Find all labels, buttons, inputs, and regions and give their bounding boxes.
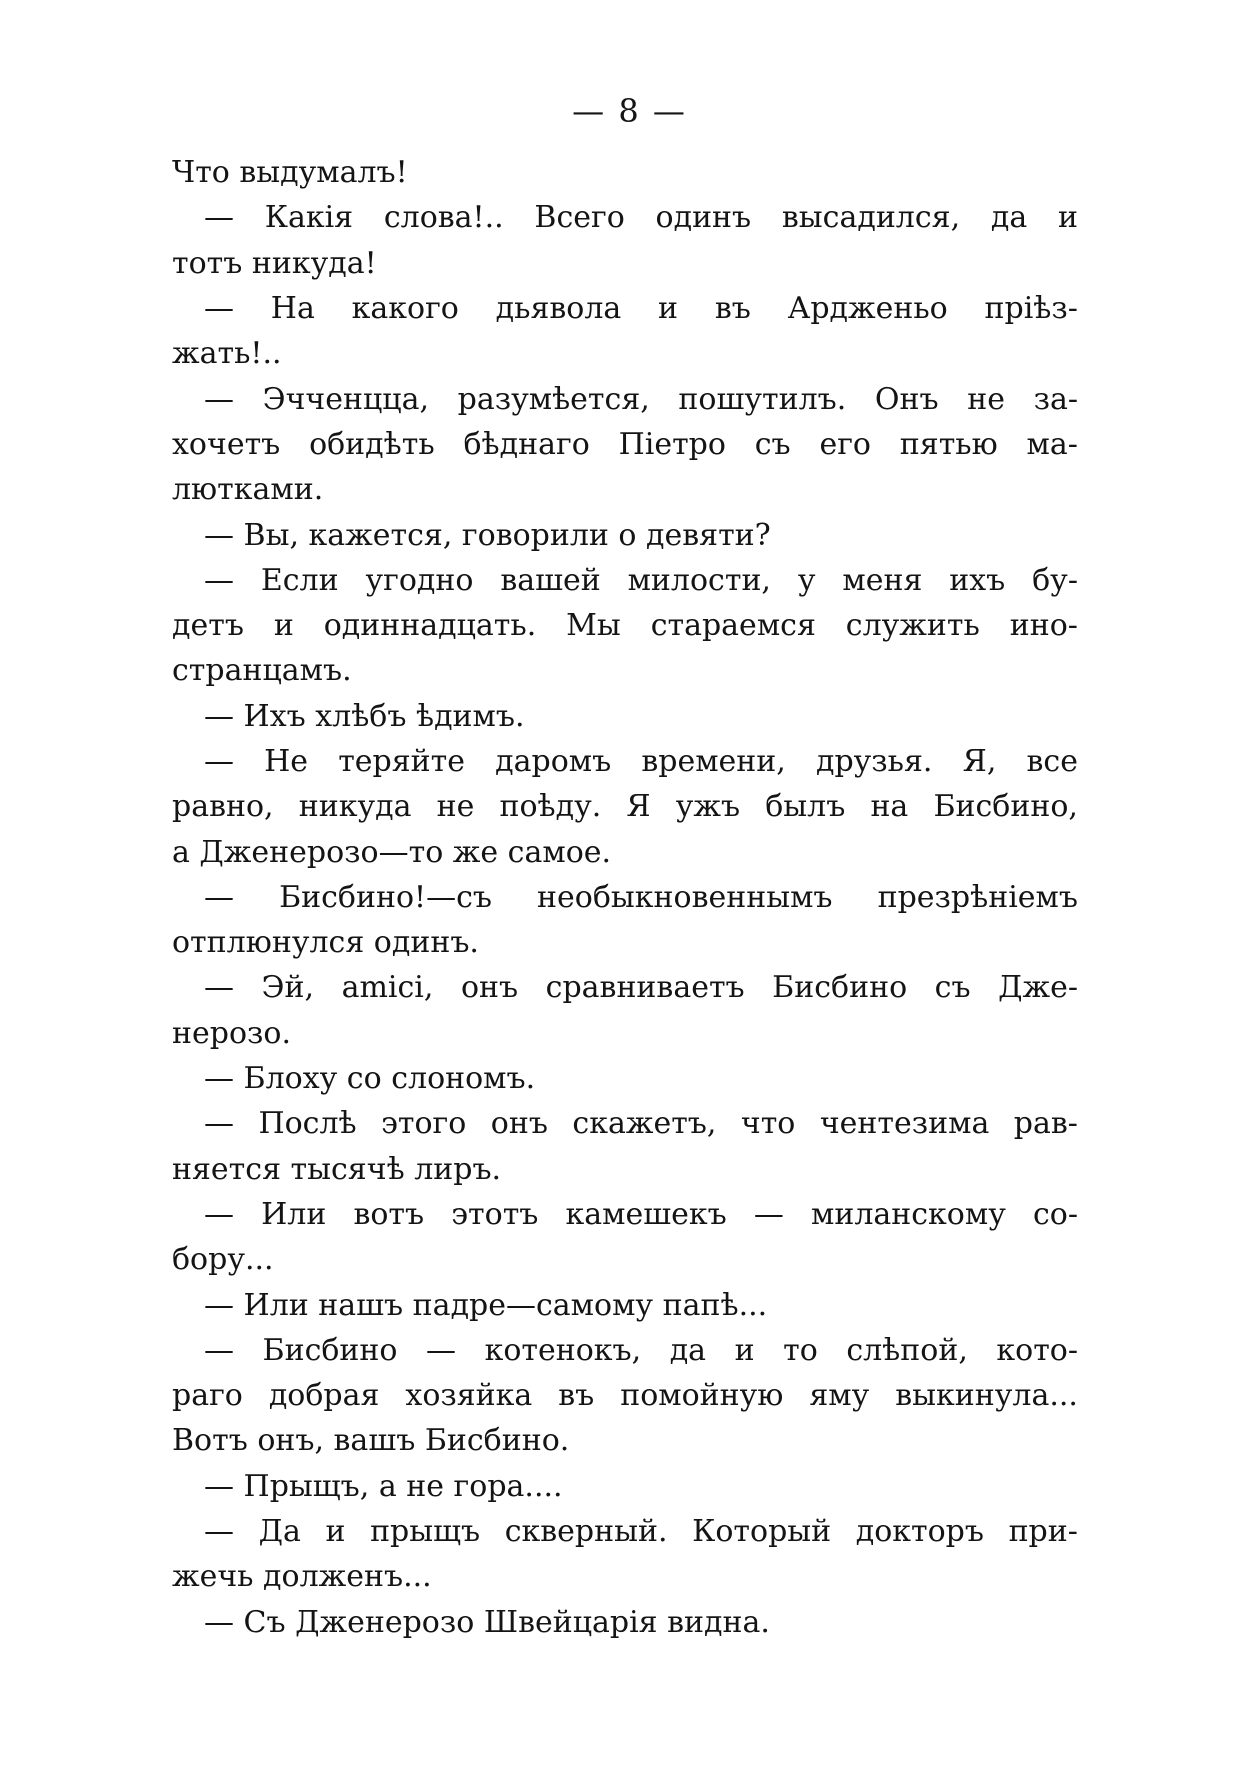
line-text: — Прыщъ, а не гора....: [204, 1468, 563, 1504]
word: бѣднаго: [463, 426, 590, 462]
line-text: няется тысячѣ лиръ.: [172, 1151, 502, 1187]
word: —: [753, 1196, 784, 1232]
word: теряйте: [338, 744, 466, 779]
word: да: [669, 1332, 707, 1368]
word: одинъ: [655, 200, 752, 236]
line-text: нерозо.: [172, 1015, 291, 1051]
text-line: [172, 331, 1078, 376]
word: у: [797, 562, 816, 598]
text-line: [172, 1101, 1078, 1146]
text-line: [172, 286, 1078, 331]
word: за-: [1033, 381, 1078, 417]
word: даромъ: [495, 744, 612, 779]
word: Онъ: [874, 381, 939, 417]
word: никуда: [298, 789, 412, 825]
word: его: [819, 426, 871, 462]
word: помойную: [620, 1378, 784, 1414]
text-line: [172, 875, 1078, 920]
word: слѣпой,: [846, 1332, 968, 1368]
word: все: [1026, 744, 1078, 779]
text-line: [172, 829, 1078, 874]
text-line: [172, 467, 1078, 512]
word: необыкновеннымъ: [537, 879, 833, 915]
text-line: [172, 1011, 1078, 1056]
text-line: [172, 1237, 1078, 1282]
text-line: [172, 1600, 1078, 1645]
word: скверный.: [504, 1514, 668, 1550]
word: не: [436, 789, 475, 825]
word: Я,: [962, 744, 997, 779]
word: ино-: [1009, 608, 1078, 644]
word: раго: [172, 1378, 243, 1414]
text-line: [172, 603, 1078, 648]
text-line: [172, 1418, 1078, 1463]
text-line: [172, 376, 1078, 421]
word: пошутилъ.: [678, 381, 847, 417]
word: Піетро: [618, 426, 726, 462]
word: угодно: [365, 562, 474, 598]
word: дьявола: [495, 291, 622, 327]
text-line: [172, 558, 1078, 603]
word: ихъ: [949, 562, 1006, 598]
word: не: [967, 381, 1005, 417]
word: Я: [626, 789, 651, 825]
line-text: — Вы, кажется, говорили о девяти?: [204, 517, 771, 553]
word: —: [204, 970, 234, 1006]
word: что: [740, 1106, 796, 1142]
word: и: [273, 608, 294, 644]
word: бу-: [1032, 562, 1078, 598]
word: времени,: [641, 744, 786, 779]
word: Который: [692, 1514, 832, 1550]
word: amici,: [341, 970, 434, 1006]
word: служить: [845, 608, 980, 644]
text-line: [172, 920, 1078, 965]
line-text: жечь долженъ...: [172, 1559, 432, 1595]
line-text: — Ихъ хлѣбъ ѣдимъ.: [204, 698, 525, 734]
text-line: [172, 1056, 1078, 1101]
word: и: [1057, 200, 1078, 236]
line-text: отплюнулся одинъ.: [172, 925, 479, 961]
word: Бисбино: [262, 1332, 398, 1368]
word: этого: [381, 1106, 467, 1142]
text-line: [172, 739, 1078, 784]
word: съ: [754, 426, 791, 462]
word: поѣду.: [499, 789, 602, 825]
text-line: [172, 150, 1078, 195]
text-line: [172, 422, 1078, 467]
word: —: [204, 879, 234, 915]
word: какого: [351, 291, 459, 327]
text-line: [172, 1282, 1078, 1327]
text-line: [172, 512, 1078, 557]
word: ма-: [1026, 426, 1078, 462]
word: скажетъ,: [572, 1106, 717, 1142]
word: Не: [264, 744, 309, 779]
line-text: а Дженерозо—то же самое.: [172, 834, 612, 870]
word: Бисбино,: [933, 789, 1078, 825]
line-text: — Блоху со слономъ.: [204, 1061, 536, 1097]
line-text: жать!..: [172, 336, 282, 372]
line-text: — Или нашъ падре—самому папѣ...: [204, 1287, 768, 1323]
word: въ: [714, 291, 751, 327]
text-line: [172, 1147, 1078, 1192]
word: съ: [934, 970, 971, 1006]
word: и: [325, 1514, 346, 1550]
word: добрая: [268, 1378, 380, 1414]
word: онъ: [490, 1106, 548, 1142]
word: выкинула...: [895, 1378, 1078, 1414]
word: и: [658, 291, 679, 327]
line-text: Что выдумалъ!: [172, 155, 408, 191]
line-text: странцамъ.: [172, 653, 352, 689]
word: —: [204, 381, 234, 417]
word: пятью: [899, 426, 998, 462]
word: хочетъ: [172, 426, 281, 462]
word: вашей: [500, 562, 601, 598]
word: —: [426, 1332, 457, 1368]
word: одиннадцать.: [323, 608, 537, 644]
word: Бисбино!—съ: [279, 879, 492, 915]
word: этотъ: [451, 1196, 539, 1232]
word: Бисбино: [772, 970, 908, 1006]
word: —: [204, 1196, 234, 1232]
word: Всего: [534, 200, 625, 236]
text-line: [172, 648, 1078, 693]
word: рав-: [1013, 1106, 1078, 1142]
text-line: [172, 1373, 1078, 1418]
word: да: [990, 200, 1028, 236]
word: стараемся: [650, 608, 816, 644]
word: —: [204, 200, 234, 236]
word: На: [270, 291, 315, 327]
word: докторъ: [855, 1514, 984, 1550]
word: Ардженьо: [787, 291, 948, 327]
page-number: — 8 —: [572, 92, 687, 130]
word: обидѣть: [309, 426, 435, 462]
word: чентезима: [819, 1106, 990, 1142]
word: меня: [842, 562, 923, 598]
text-line: [172, 784, 1078, 829]
word: детъ: [172, 608, 244, 644]
word: прыщъ: [370, 1514, 481, 1550]
word: —: [204, 562, 234, 598]
word: на: [870, 789, 909, 825]
line-text: Вотъ онъ, вашъ Бисбино.: [172, 1423, 570, 1459]
word: камешекъ: [565, 1196, 727, 1232]
word: пріѣз-: [984, 291, 1078, 327]
word: Эй,: [261, 970, 315, 1006]
text-line: [172, 241, 1078, 286]
word: —: [204, 744, 234, 779]
text-line: [172, 694, 1078, 739]
word: Если: [260, 562, 339, 598]
word: презрѣніемъ: [877, 879, 1078, 915]
word: сравниваетъ: [545, 970, 745, 1006]
word: онъ: [460, 970, 519, 1006]
line-text: лютками.: [172, 472, 324, 508]
word: при-: [1008, 1514, 1078, 1550]
word: Какія: [264, 200, 354, 236]
word: Да: [258, 1514, 301, 1550]
word: разумѣется,: [457, 381, 650, 417]
line-text: — Съ Дженерозо Швейцарія видна.: [204, 1604, 770, 1640]
text-line: [172, 1554, 1078, 1599]
line-text: бору...: [172, 1242, 274, 1278]
word: вотъ: [353, 1196, 425, 1232]
word: былъ: [765, 789, 846, 825]
word: —: [204, 291, 234, 327]
word: яму: [809, 1378, 870, 1414]
word: и: [734, 1332, 755, 1368]
word: слова!..: [383, 200, 504, 236]
word: со-: [1032, 1196, 1078, 1232]
word: друзья.: [815, 744, 933, 779]
line-text: тотъ никуда!: [172, 245, 377, 281]
word: ужъ: [675, 789, 741, 825]
word: Мы: [566, 608, 621, 644]
text-line: [172, 1192, 1078, 1237]
word: котенокъ,: [484, 1332, 642, 1368]
text-line: [172, 1464, 1078, 1509]
word: равно,: [172, 789, 274, 825]
word: —: [204, 1106, 234, 1142]
word: въ: [558, 1378, 595, 1414]
word: Дже-: [998, 970, 1078, 1006]
word: высадился,: [781, 200, 961, 236]
word: кото-: [996, 1332, 1078, 1368]
word: —: [204, 1332, 234, 1368]
word: милости,: [627, 562, 771, 598]
word: Послѣ: [258, 1106, 357, 1142]
word: Эчченцца,: [262, 381, 430, 417]
text-line: [172, 1328, 1078, 1373]
text-body: [172, 150, 1078, 1645]
word: то: [783, 1332, 818, 1368]
word: миланскому: [810, 1196, 1006, 1232]
text-line: [172, 1509, 1078, 1554]
text-line: [172, 965, 1078, 1010]
text-line: [172, 195, 1078, 240]
word: Или: [261, 1196, 327, 1232]
word: —: [204, 1514, 234, 1550]
word: хозяйка: [405, 1378, 533, 1414]
